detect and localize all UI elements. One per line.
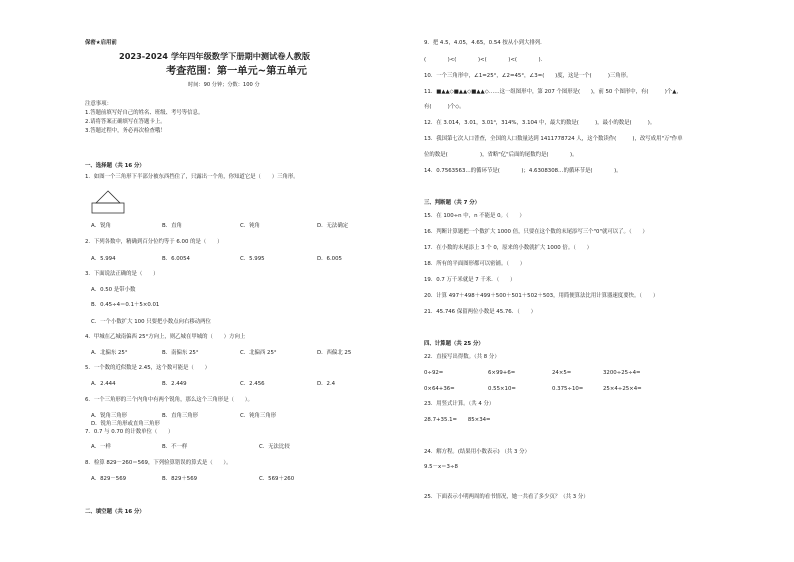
question-14: 14．0.7563563…的循环节是( )；4.6308308…的循环节是( )。 — [424, 168, 622, 174]
question-21: 21．45.746 保留两位小数是 45.76．（ ） — [424, 309, 536, 315]
question-25: 25．下面表示小明两周的看书情况，她一共看了多少页？（共 3 分） — [424, 494, 589, 500]
option[interactable]: D．2.4 — [317, 381, 336, 387]
question-11: 11．■▲▲◇■▲▲◇■▲▲◇……这一组图形中，第 207 个图形是( )，前 50 个图形中，有( )个▲， — [424, 89, 682, 95]
option[interactable]: A．锐角三角形 — [91, 413, 128, 419]
question-17: 17．在小数的末尾添上 3 个 0，原来的小数就扩大 1000 倍。（ ） — [424, 245, 593, 251]
option[interactable]: C．一个小数扩大 100 只要把小数点向右移动两位 — [91, 319, 211, 325]
option[interactable]: B．829＋569 — [162, 476, 198, 482]
option[interactable]: B．0.45÷4＝0.1＋5×0.01 — [91, 302, 160, 308]
option[interactable]: C．无法比较 — [259, 444, 290, 450]
question-13-cont: 位的数是( )，省略"亿"后面的尾数约是( )。 — [424, 152, 578, 158]
option[interactable]: A．2.444 — [91, 381, 116, 387]
option[interactable]: A．北偏东 25° — [91, 350, 128, 356]
question-10: 10．一个三角形中，∠1=25°，∠2=45°，∠3=( )度，这是一个( )三角形。 — [424, 73, 632, 79]
secret-label: 保密★启用前 — [85, 40, 117, 46]
question-15: 15．在 100÷n 中，n 不能是 0。（ ） — [424, 213, 525, 219]
option[interactable]: D．6.005 — [317, 256, 342, 262]
question-8: 8．检算 829－260＝569，下列验算错误的算式是（ ）。 — [85, 460, 232, 466]
option[interactable]: C．5.995 — [240, 256, 265, 262]
question-24: 24．解方程。(结果用小数表示) （共 3 分） — [424, 449, 530, 455]
option[interactable]: C．钝角 — [240, 223, 260, 229]
question-9: 9．把 4.5，4.05，4.65，0.54 按从小到大排列． — [424, 40, 546, 46]
triangle-figure — [91, 190, 125, 215]
question-20: 20．计算 497＋498＋499＋500＋501＋502＋503，用简便算法比用计算器速度要快。（ ） — [424, 293, 659, 299]
section2-title: 二、填空题（共 16 分） — [85, 509, 145, 515]
option[interactable]: A．一样 — [91, 444, 111, 450]
calc-item: 0.55×10= — [488, 386, 516, 392]
option[interactable]: B．直角 — [162, 223, 182, 229]
note-item: 1.答题前填写好自己的姓名、班级、考号等信息。 — [85, 110, 204, 116]
question-11-cont: 有( )个◇。 — [424, 104, 465, 110]
question-23: 23．用竖式计算。（共 4 分） — [424, 401, 495, 407]
option[interactable]: C．569＋260 — [259, 476, 295, 482]
option[interactable]: C．2.456 — [240, 381, 265, 387]
option[interactable]: A．829－569 — [91, 476, 127, 482]
question-23-items: 28.7+35.1= 85×34= — [424, 417, 491, 423]
option[interactable]: A．0.50 是带小数 — [91, 287, 136, 293]
question-19: 19．0.7 万千米就是 7 千米．（ ） — [424, 277, 516, 283]
exam-scope: 考查范围：第一单元~第五单元 — [166, 66, 307, 77]
question-7: 7．0.7 与 0.70 的计数单位（ ） — [85, 429, 174, 435]
question-12: 12．在 3.014，3.01，3.01⁴，314%，3.104 中，最大的数是( )，最小的数是( )。 — [424, 120, 656, 126]
question-3: 3．下面说法正确的是（ ） — [85, 271, 159, 277]
calc-item: 25×4÷25×4= — [603, 386, 642, 392]
option[interactable]: D．锐角三角形或直角三角形 — [91, 421, 160, 427]
calc-item: 0.375÷10= — [552, 386, 584, 392]
section4-title: 四、计算题（共 25 分） — [424, 341, 484, 347]
question-22: 22．直接写出得数。（共 8 分） — [424, 354, 500, 360]
option[interactable]: D．西偏北 25 — [317, 350, 352, 356]
notes-title: 注意事项： — [85, 101, 112, 107]
option[interactable]: B．直角三角形 — [162, 413, 199, 419]
calc-item: 6×99+6= — [488, 370, 516, 376]
note-item: 3.答题过程中，务必再次检查哦！ — [85, 128, 166, 134]
option[interactable]: B．不一样 — [162, 444, 188, 450]
question-16: 16．判断计算题把一个数扩大 1000 倍，只要在这个数的末尾添写三个"0"就可以了。（ ） — [424, 229, 648, 235]
option[interactable]: C．钝角三角形 — [240, 413, 277, 419]
option[interactable]: D．无法确定 — [317, 223, 349, 229]
option[interactable]: C．北偏西 25° — [240, 350, 277, 356]
calc-item: 0×64+36= — [424, 386, 455, 392]
question-18: 18．所有的平面图形都可以密铺。（ ） — [424, 261, 526, 267]
note-item: 2.请将答案正确填写在答题卡上。 — [85, 119, 166, 125]
option[interactable]: B．6.0054 — [162, 256, 190, 262]
question-13: 13．我国第七次人口普查，全国的人口数量达到 1411778724 人，这个数读作( )，改写成用"万"作单 — [424, 136, 683, 142]
section3-title: 三、判断题（共 7 分） — [424, 200, 481, 206]
exam-title: 2023-2024 学年四年级数学下册期中测试卷人教版 — [119, 51, 311, 61]
question-1: 1．如图一个三角形下半部分被东西挡住了，只露出一个角，你知道它是（ ）三角形。 — [85, 174, 299, 180]
question-24-items: 9.5－x＝3÷8 — [424, 464, 458, 470]
calc-item: 0÷92= — [424, 370, 444, 376]
calc-item: 24×5= — [552, 370, 572, 376]
question-5: 5．一个数的近似数是 2.45，这个数可能是（ ） — [85, 365, 210, 371]
option[interactable]: A．锐角 — [91, 223, 111, 229]
option[interactable]: A．5.994 — [91, 256, 116, 262]
calc-item: 3200÷25÷4= — [603, 370, 641, 376]
question-2: 2．下列各数中，精确到百分位约等于 6.00 的是（ ） — [85, 239, 223, 245]
option[interactable]: B．2.449 — [162, 381, 187, 387]
option[interactable]: B．南偏东 25° — [162, 350, 199, 356]
question-9-blanks[interactable]: ( )<( )<( )<( ). — [424, 57, 543, 63]
question-4: 4．甲城在乙城南偏西 25°方向上，则乙城在甲城的（ ）方向上 — [85, 334, 246, 340]
section1-title: 一、选择题（共 16 分） — [85, 163, 145, 169]
exam-time: 时间：90 分钟；分数：100 分 — [188, 82, 260, 88]
question-6: 6．一个三角形的三个内角中有两个锐角，那么这个三角形是（ ）。 — [85, 397, 253, 403]
